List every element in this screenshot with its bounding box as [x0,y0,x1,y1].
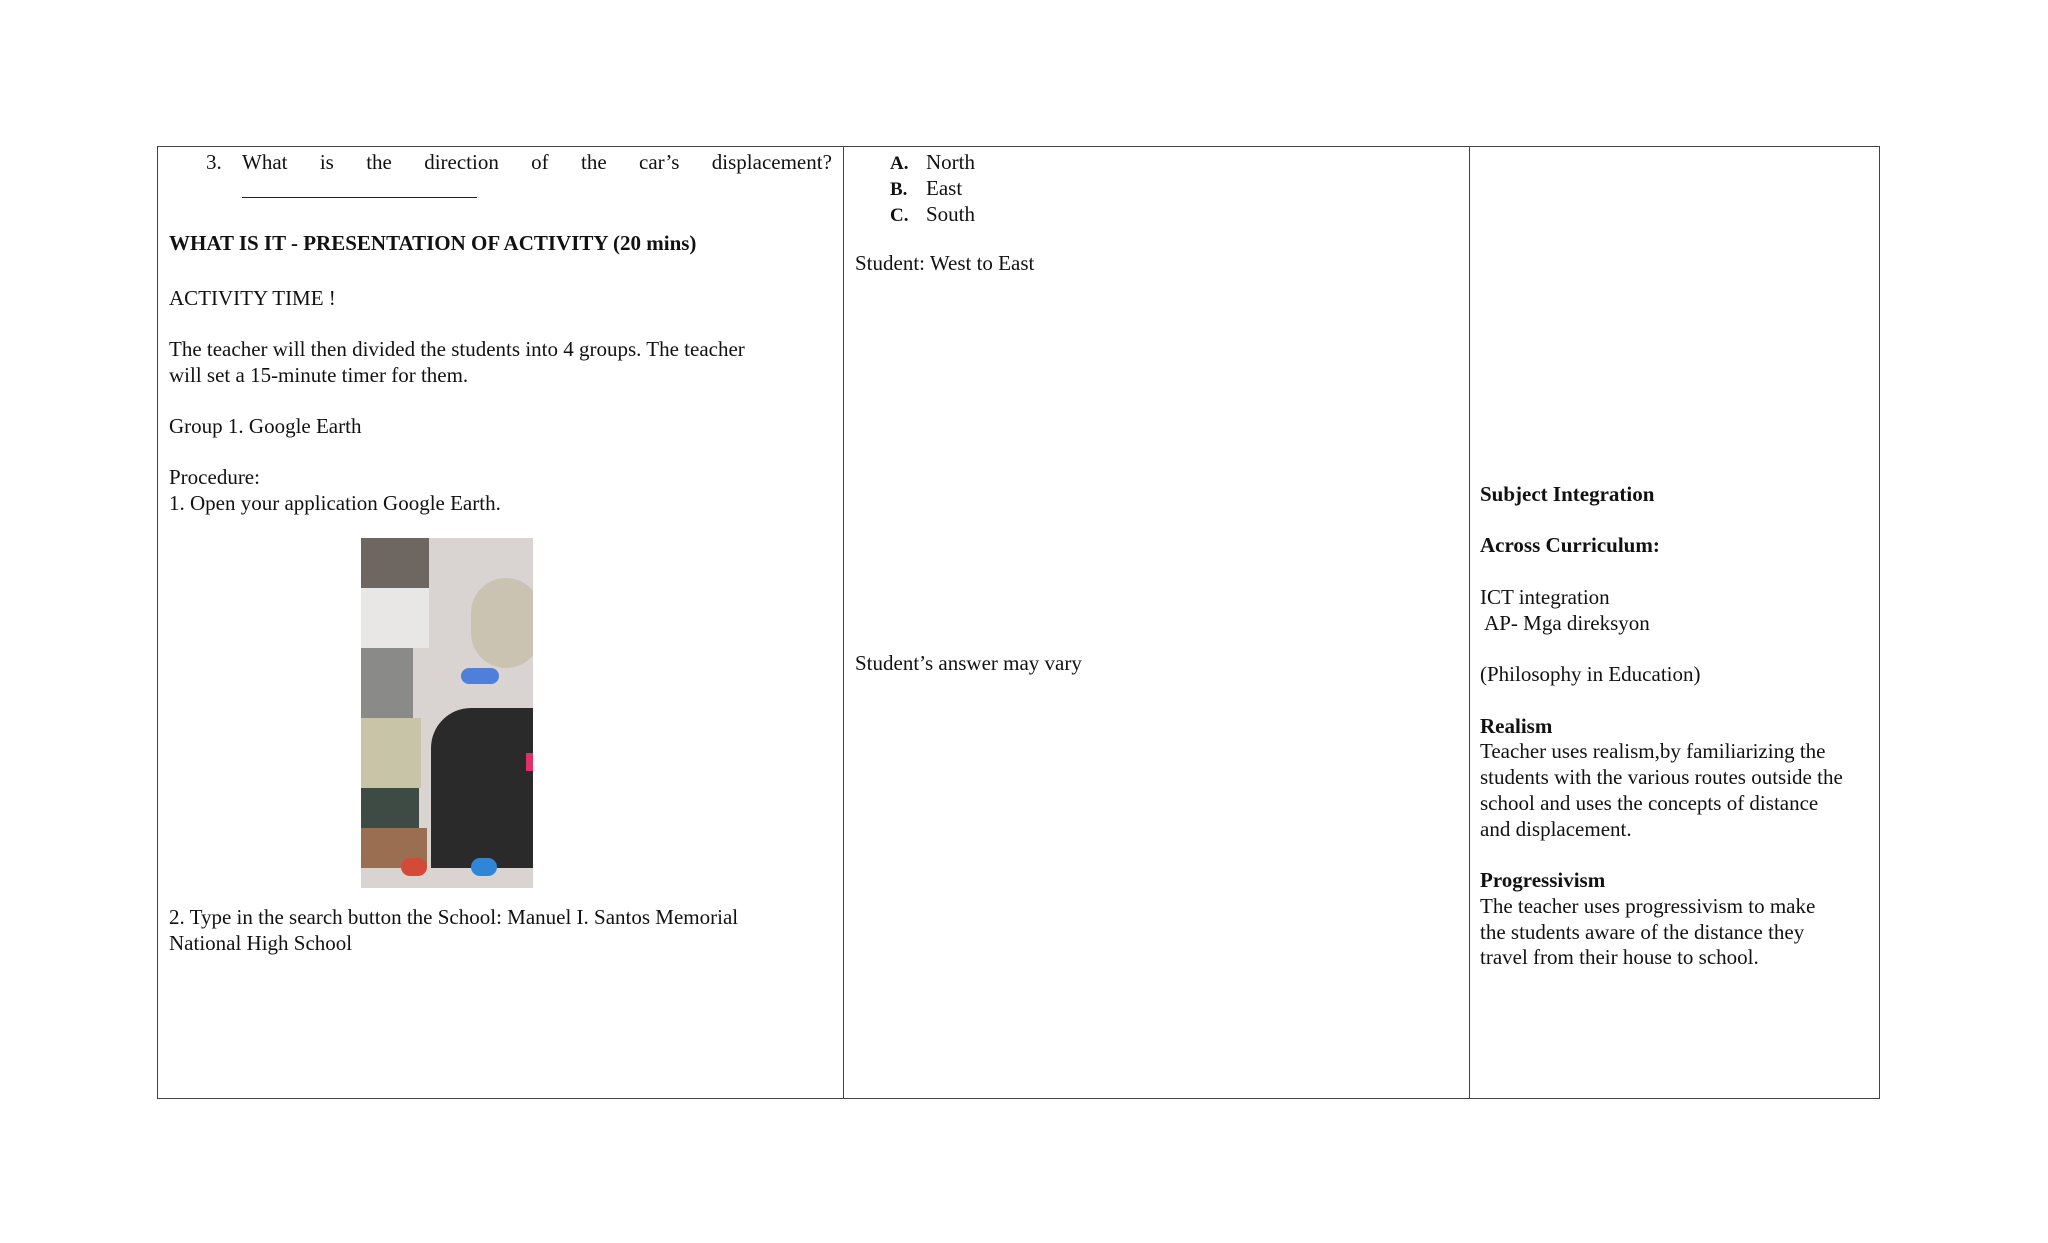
question-number: 3. [206,150,222,174]
question-word: car’s [639,150,680,174]
question-3 [242,149,832,175]
remarks-cell [1470,147,1880,1099]
option-c [890,201,975,229]
realism-line: school and uses the concepts of distance [1480,791,1819,815]
messages-icon [471,858,497,876]
option-text: East [926,176,963,200]
realism-line: and displacement. [1480,817,1632,841]
subject-integration-heading: Subject Integration [1480,482,1655,506]
option-letter: B. [890,179,908,200]
answer-blank-line [242,197,477,198]
phone-screenshot-image [361,538,533,888]
student-answer: Student: West to East [855,251,1035,275]
question-word: What [242,150,288,174]
procedure-step-2: 2. Type in the search button the School: Manuel I. Santos Memorial [169,905,739,929]
philosophy-heading: (Philosophy in Education) [1480,662,1701,686]
question-word: is [319,150,334,174]
question-word: displacement? [711,150,832,174]
student-activity-cell [844,147,1470,1099]
question-word: direction [424,150,499,174]
group-label: Group 1. Google Earth [169,414,362,438]
progressivism-title: Progressivism [1480,868,1606,892]
option-letter: C. [890,205,909,226]
realism-line: Teacher uses realism,by familiarizing the [1480,739,1826,763]
instruction-line: will set a 15-minute timer for them. [169,363,469,387]
progressivism-line: The teacher uses progressivism to make [1480,894,1816,918]
teacher-activity-cell [158,147,844,1099]
instruction-line: The teacher will then divided the students into 4 groups. The teacher [169,337,745,361]
section-heading: WHAT IS IT - PRESENTATION OF ACTIVITY (20 mins) [169,231,697,255]
procedure-label: Procedure: [169,465,260,489]
activity-title: ACTIVITY TIME ! [169,286,336,310]
realism-title: Realism [1480,714,1553,738]
progressivism-line: the students aware of the distance they [1480,920,1805,944]
question-word: the [366,150,392,174]
chrome-icon [401,858,427,876]
question-word: the [581,150,607,174]
procedure-step-2: National High School [169,931,353,955]
ict-integration: ICT integration [1480,585,1610,609]
option-a [890,149,975,177]
ap-direksyon: AP- Mga direksyon [1480,611,1650,635]
option-text: South [926,202,976,226]
lesson-plan-table [157,146,1880,1099]
procedure-step-1: 1. Open your application Google Earth. [169,491,501,515]
option-b [890,175,962,203]
option-text: North [926,150,975,174]
progressivism-line: travel from their house to school. [1480,945,1759,969]
option-letter: A. [890,153,909,174]
realism-line: students with the various routes outside the [1480,765,1843,789]
answer-note: Student’s answer may vary [855,651,1082,675]
question-word: of [531,150,549,174]
across-curriculum-heading: Across Curriculum: [1480,533,1660,557]
